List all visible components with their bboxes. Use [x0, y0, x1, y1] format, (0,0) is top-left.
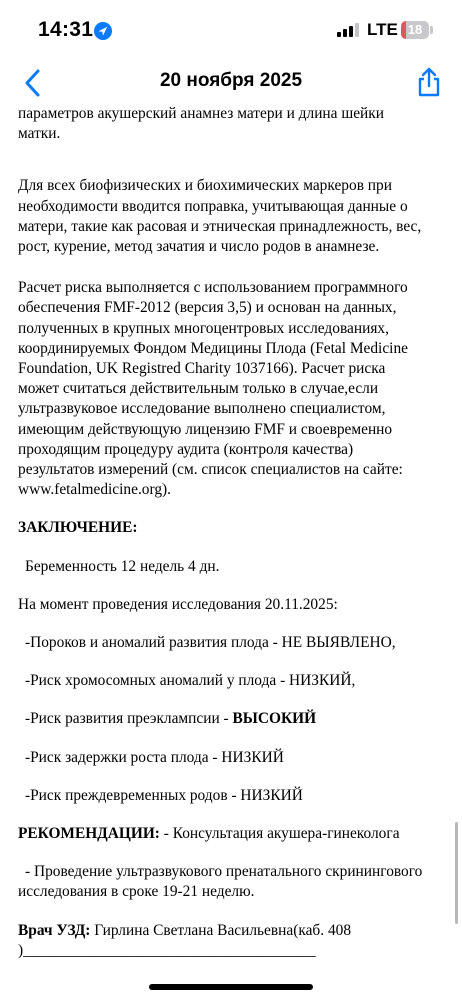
text-line: координируемых Фондом Медицины Плода (Fetal Medicine — [18, 339, 408, 357]
pregnancy-term: Беременность 12 недель 4 дн. — [25, 557, 220, 575]
finding-preeclampsia — [18, 709, 438, 729]
finding-growth: -Риск задержки роста плода - НИЗКИЙ — [25, 748, 284, 766]
doctor-label: Врач УЗД: — [18, 921, 91, 939]
status-bar — [0, 0, 462, 62]
network-type: LTE — [367, 20, 398, 39]
recommendations-heading: РЕКОМЕНДАЦИИ: — [18, 825, 160, 843]
finding-preeclampsia-value: ВЫСОКИЙ — [232, 710, 317, 728]
finding-preeclampsia-label: -Риск развития преэклампсии - — [25, 710, 233, 728]
doctor-signature — [18, 921, 438, 941]
signature-line: )______________________________________ — [18, 941, 316, 959]
document-content — [18, 104, 438, 961]
text-line: Foundation, UK Registred Charity 1037166). Расчет риска — [18, 360, 386, 378]
text-line: рост, курение, метод зачатия и число родов в анамнезе. — [18, 238, 380, 256]
text-line: может считаться действительным только в случае,если — [18, 380, 379, 398]
text-line: имеющим действующую лицензию FMF и своевременно — [18, 420, 393, 438]
status-time: 14:31 — [38, 18, 94, 41]
text-line: Для всех биофизических и биохимических маркеров при — [18, 177, 392, 195]
navigation-bar — [0, 62, 462, 104]
doctor-name: Гирлина Светлана Васильевна(каб. 408 — [90, 921, 352, 939]
recommendation-consult: - Консультация акушера-гинеколога — [159, 825, 400, 843]
cellular-signal-icon — [337, 23, 361, 37]
battery-icon — [401, 21, 429, 39]
conclusion-heading: ЗАКЛЮЧЕНИЕ: — [18, 519, 138, 537]
text-line: проходящим процедуру аудита (контроля качества) — [18, 440, 354, 458]
text-line: Расчет риска выполняется с использованием программного — [18, 279, 408, 297]
battery-fill — [401, 21, 406, 39]
scrollbar[interactable] — [455, 822, 458, 924]
text-line: обеспечения FMF-2012 (версия 3,5) и основан на данных, — [18, 299, 397, 317]
battery-tip — [430, 26, 433, 34]
location-arrow-icon — [94, 22, 112, 40]
finding-preterm: -Риск преждевременных родов - НИЗКИЙ — [25, 786, 303, 804]
text-line: параметров акушерский анамнез матери и длина шейки — [18, 105, 384, 122]
text-line: полученных в крупных многоцентровых исследованиях, — [18, 319, 389, 337]
text-line: ультразвуковое исследование выполнено специалистом, — [18, 400, 386, 418]
text-line: матки. — [18, 125, 61, 143]
home-indicator[interactable] — [149, 984, 313, 990]
battery-level: 18 — [407, 22, 423, 37]
text-line: результатов измерений (см. список специалистов на сайте: — [18, 461, 403, 479]
finding-chromosomal: -Риск хромосомных аномалий у плода - НИЗКИЙ, — [25, 672, 356, 690]
text-line: необходимости вводится поправка, учитывающая данные о — [18, 197, 408, 215]
share-icon[interactable] — [414, 66, 444, 98]
exam-moment: На момент проведения исследования 20.11.2025: — [18, 595, 338, 613]
nav-title: 20 ноября 2025 — [159, 70, 303, 91]
recommendations — [18, 824, 438, 844]
text-line: матери, такие как расовая и этническая принадлежность, вес, — [18, 217, 422, 235]
text-line: исследования в сроке 19-21 неделю. — [18, 883, 255, 901]
recommendation-screening: - Проведение ультразвукового пренатального скринингового — [25, 863, 423, 881]
finding-malformations: -Пороков и аномалий развития плода - НЕ ВЫЯВЛЕНО, — [25, 634, 396, 652]
text-line: www.fetalmedicine.org). — [18, 481, 171, 499]
